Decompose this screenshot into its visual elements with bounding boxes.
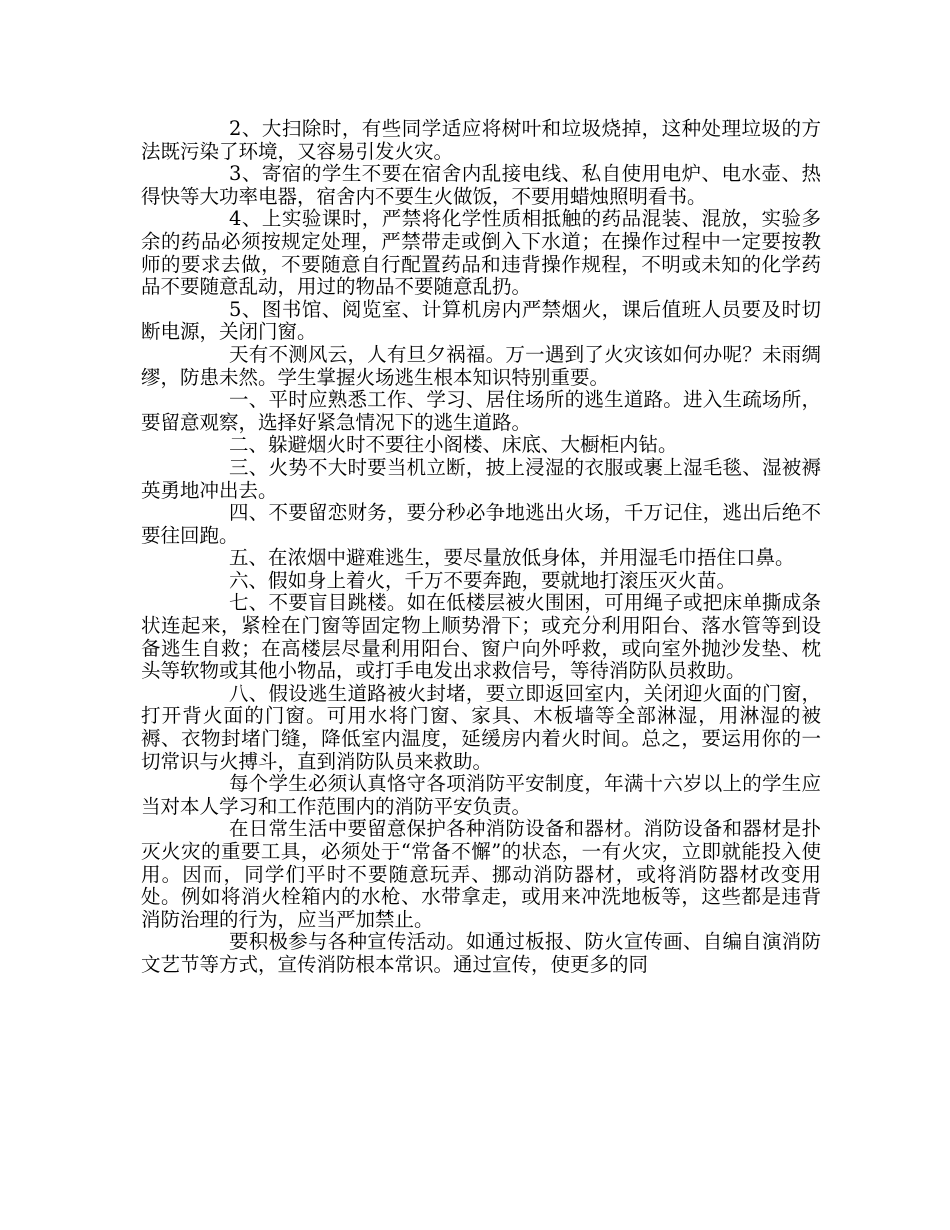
document-body bbox=[141, 118, 821, 977]
paragraph-library-no-fire: 5、图书馆、阅览室、计算机房内严禁烟火，课后值班人员要及时切断电源，关闭门窗。 bbox=[141, 297, 821, 344]
paragraph-stop-drop-roll: 六、假如身上着火，千万不要奔跑，要就地打滚压灭火苗。 bbox=[229, 568, 737, 592]
paragraph-dorm-electrical: 3、寄宿的学生不要在宿舍内乱接电线、私自使用电炉、电水壶、热得快等大功率电器，宿舍内不要生火做饭，不要用蜡烛照明看书。 bbox=[141, 162, 821, 208]
paragraph-avoid-hiding: 二、躲避烟火时不要往小阁楼、床底、大橱柜内钻。 bbox=[229, 433, 678, 457]
paragraph-no-jumping: 七、不要盲目跳楼。如在低楼层被火围困，可用绳子或把床单撕成条状连起来，紧栓在门窗等固定物上顺势滑下；或充分利用阳台、落水管等到设备逃生自救；在高楼层尽量利用阳台、窗户向外呼救，或向室外抛沙发垫、枕头等软物或其他小物品，或打手电发出求救信号，等待消防队员救助。 bbox=[141, 591, 821, 683]
paragraph-smoke-low: 五、在浓烟中避难逃生，要尽量放低身体，并用湿毛巾捂住口鼻。 bbox=[229, 546, 795, 570]
paragraph-escape-intro: 天有不测风云，人有旦夕祸福。万一遇到了火灾该如何办呢？未雨绸缪，防患未然。学生掌握火场逃生根本知识特别重要。 bbox=[141, 342, 821, 389]
paragraph-student-responsibility: 每个学生必须认真恪守各项消防平安制度，年满十六岁以上的学生应当对本人学习和工作范围内的消防平安负责。 bbox=[141, 772, 821, 818]
paragraph-lab-chemicals: 4、上实验课时，严禁将化学性质相抵触的药品混装、混放，实验多余的药品必须按规定处理，严禁带走或倒入下水道；在操作过程中一定要按教师的要求去做，不要随意自行配置药品和违背操作规程，不明或未知的化学药品不要随意乱动，用过的物品不要随意乱扔。 bbox=[141, 207, 821, 299]
paragraph-escape-routes: 一、平时应熟悉工作、学习、居住场所的逃生道路。进入生疏场所，要留意观察，选择好紧急情况下的逃生道路。 bbox=[141, 388, 821, 434]
paragraph-leave-property: 四、不要留恋财务，要分秒必争地逃出火场，千万记住，逃出后绝不要往回跑。 bbox=[141, 501, 821, 547]
paragraph-shelter-in-room: 八、假设逃生道路被火封堵，要立即返回室内，关闭迎火面的门窗，打开背火面的门窗。可用水将门窗、家具、木板墙等全部淋湿，用淋湿的被褥、衣物封堵门缝，降低室内温度，延缓房内着火时间。总之，要运用你的一切常识与火搏斗，直到消防队员来救助。 bbox=[141, 681, 821, 773]
paragraph-wet-blanket: 三、火势不大时要当机立断，披上浸湿的衣服或裹上湿毛毯、湿被褥英勇地冲出去。 bbox=[141, 455, 821, 502]
paragraph-cleanup-burning: 2、大扫除时，有些同学适应将树叶和垃圾烧掉，这种处理垃圾的方法既污染了环境，又容易引发火灾。 bbox=[141, 117, 821, 163]
paragraph-protect-equipment: 在日常生活中要留意保护各种消防设备和器材。消防设备和器材是扑灭火灾的重要工具，必须处于“常备不懈”的状态，一有火灾，立即就能投入使用。因而，同学们平时不要随意玩弄、挪动消防器材，或将消防器材改变用处。例如将消火栓箱内的水枪、水带拿走，或用来冲洗地板等，这些都是违背消防治理的行为，应当严加禁止。 bbox=[141, 817, 821, 931]
paragraph-publicity: 要积极参与各种宣传活动。如通过板报、防火宣传画、自编自演消防文艺节等方式，宣传消防根本常识。通过宣传，使更多的同 bbox=[141, 930, 821, 976]
